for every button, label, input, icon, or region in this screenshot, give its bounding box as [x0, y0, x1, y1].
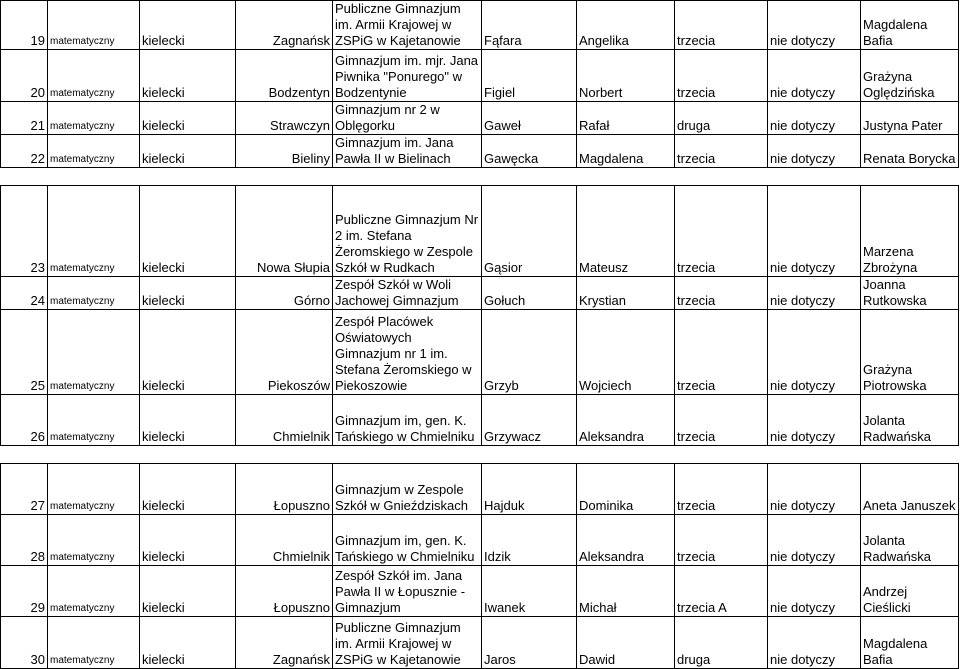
county-cell: kielecki: [140, 50, 236, 102]
school-cell: Zespół Szkół w Woli Jachowej Gimnazjum: [333, 277, 482, 310]
subject-cell: matematyczny: [48, 1, 140, 50]
school-cell: Gimnazjum nr 2 w Oblęgorku: [333, 102, 482, 135]
school-cell: Publiczne Gimnazjum im. Armii Krajowej w ZSPiG w Kajetanowie: [333, 617, 482, 669]
status-cell: nie dotyczy: [768, 1, 861, 50]
table-row: [1, 566, 959, 617]
first-name-cell: Dominika: [577, 464, 675, 515]
surname-cell: Figiel: [482, 50, 577, 102]
class-cell: trzecia: [675, 186, 768, 277]
class-cell: druga: [675, 617, 768, 669]
county-cell: kielecki: [140, 566, 236, 617]
status-cell: nie dotyczy: [768, 515, 861, 566]
surname-cell: Idzik: [482, 515, 577, 566]
subject-cell: matematyczny: [48, 102, 140, 135]
surname-cell: Gaweł: [482, 102, 577, 135]
teacher-cell: Justyna Pater: [861, 102, 959, 135]
city-cell: Chmielnik: [236, 395, 333, 446]
city-cell: Górno: [236, 277, 333, 310]
row-number: 21: [1, 102, 48, 135]
city-cell: Zagnańsk: [236, 617, 333, 669]
county-cell: kielecki: [140, 135, 236, 168]
school-cell: Zespół Szkół im. Jana Pawła II w Łopusznie - Gimnazjum: [333, 566, 482, 617]
status-cell: nie dotyczy: [768, 617, 861, 669]
row-number: 25: [1, 310, 48, 395]
teacher-cell: Grażyna Piotrowska: [861, 310, 959, 395]
city-cell: Zagnańsk: [236, 1, 333, 50]
subject-cell: matematyczny: [48, 617, 140, 669]
school-cell: Gimnazjum im, gen. K. Tańskiego w Chmielniku: [333, 395, 482, 446]
county-cell: kielecki: [140, 515, 236, 566]
teacher-cell: Jolanta Radwańska: [861, 395, 959, 446]
first-name-cell: Aleksandra: [577, 395, 675, 446]
row-number: 27: [1, 464, 48, 515]
teacher-cell: Grażyna Oględzińska: [861, 50, 959, 102]
surname-cell: Grzyb: [482, 310, 577, 395]
status-cell: nie dotyczy: [768, 50, 861, 102]
status-cell: nie dotyczy: [768, 102, 861, 135]
teacher-cell: Magdalena Bafia: [861, 617, 959, 669]
class-cell: druga: [675, 102, 768, 135]
subject-cell: matematyczny: [48, 310, 140, 395]
teacher-cell: Joanna Rutkowska: [861, 277, 959, 310]
subject-cell: matematyczny: [48, 464, 140, 515]
status-cell: nie dotyczy: [768, 277, 861, 310]
school-cell: Gimnazjum w Zespole Szkół w Gnieździskach: [333, 464, 482, 515]
first-name-cell: Michał: [577, 566, 675, 617]
row-number: 23: [1, 186, 48, 277]
school-cell: Publiczne Gimnazjum Nr 2 im. Stefana Żeromskiego w Zespole Szkół w Rudkach: [333, 186, 482, 277]
county-cell: kielecki: [140, 464, 236, 515]
first-name-cell: Krystian: [577, 277, 675, 310]
county-cell: kielecki: [140, 310, 236, 395]
table-body: [1, 1, 959, 669]
city-cell: Strawczyn: [236, 102, 333, 135]
table-row: [1, 277, 959, 310]
teacher-cell: Jolanta Radwańska: [861, 515, 959, 566]
subject-cell: matematyczny: [48, 135, 140, 168]
first-name-cell: Dawid: [577, 617, 675, 669]
school-cell: Gimnazjum im. mjr. Jana Piwnika "Ponurego" w Bodzentynie: [333, 50, 482, 102]
class-cell: trzecia: [675, 135, 768, 168]
surname-cell: Gąsior: [482, 186, 577, 277]
school-cell: Publiczne Gimnazjum im. Armii Krajowej w ZSPiG w Kajetanowie: [333, 1, 482, 50]
class-cell: trzecia: [675, 50, 768, 102]
status-cell: nie dotyczy: [768, 395, 861, 446]
surname-cell: Hajduk: [482, 464, 577, 515]
gap-cell: [1, 168, 959, 186]
subject-cell: matematyczny: [48, 395, 140, 446]
teacher-cell: Renata Borycka: [861, 135, 959, 168]
row-number: 24: [1, 277, 48, 310]
county-cell: kielecki: [140, 1, 236, 50]
subject-cell: matematyczny: [48, 277, 140, 310]
subject-cell: matematyczny: [48, 515, 140, 566]
row-number: 22: [1, 135, 48, 168]
first-name-cell: Norbert: [577, 50, 675, 102]
teacher-cell: Magdalena Bafia: [861, 1, 959, 50]
status-cell: nie dotyczy: [768, 310, 861, 395]
class-cell: trzecia: [675, 515, 768, 566]
subject-cell: matematyczny: [48, 566, 140, 617]
first-name-cell: Angelika: [577, 1, 675, 50]
table-row: [1, 135, 959, 168]
status-cell: nie dotyczy: [768, 135, 861, 168]
gap-cell: [1, 446, 959, 464]
subject-cell: matematyczny: [48, 186, 140, 277]
class-cell: trzecia: [675, 1, 768, 50]
teacher-cell: Marzena Zbrożyna: [861, 186, 959, 277]
city-cell: Nowa Słupia: [236, 186, 333, 277]
table-row: [1, 1, 959, 50]
row-number: 19: [1, 1, 48, 50]
teacher-cell: Andrzej Cieślicki: [861, 566, 959, 617]
table-row: [1, 186, 959, 277]
city-cell: Bieliny: [236, 135, 333, 168]
table-row: [1, 395, 959, 446]
city-cell: Łopuszno: [236, 464, 333, 515]
city-cell: Bodzentyn: [236, 50, 333, 102]
county-cell: kielecki: [140, 395, 236, 446]
table-row: [1, 464, 959, 515]
first-name-cell: Wojciech: [577, 310, 675, 395]
table-row: [1, 515, 959, 566]
row-number: 20: [1, 50, 48, 102]
first-name-cell: Aleksandra: [577, 515, 675, 566]
school-cell: Gimnazjum im. Jana Pawła II w Bielinach: [333, 135, 482, 168]
city-cell: Chmielnik: [236, 515, 333, 566]
county-cell: kielecki: [140, 277, 236, 310]
county-cell: kielecki: [140, 617, 236, 669]
first-name-cell: Rafał: [577, 102, 675, 135]
surname-cell: Jaros: [482, 617, 577, 669]
row-gap: [1, 446, 959, 464]
first-name-cell: Magdalena: [577, 135, 675, 168]
county-cell: kielecki: [140, 102, 236, 135]
table-row: [1, 50, 959, 102]
row-number: 30: [1, 617, 48, 669]
surname-cell: Gołuch: [482, 277, 577, 310]
first-name-cell: Mateusz: [577, 186, 675, 277]
table-row: [1, 310, 959, 395]
class-cell: trzecia: [675, 395, 768, 446]
surname-cell: Iwanek: [482, 566, 577, 617]
status-cell: nie dotyczy: [768, 566, 861, 617]
status-cell: nie dotyczy: [768, 186, 861, 277]
table-row: [1, 102, 959, 135]
class-cell: trzecia: [675, 464, 768, 515]
surname-cell: Grzywacz: [482, 395, 577, 446]
status-cell: nie dotyczy: [768, 464, 861, 515]
row-number: 28: [1, 515, 48, 566]
school-cell: Zespół Placówek Oświatowych Gimnazjum nr 1 im. Stefana Żeromskiego w Piekoszowie: [333, 310, 482, 395]
city-cell: Łopuszno: [236, 566, 333, 617]
class-cell: trzecia A: [675, 566, 768, 617]
school-cell: Gimnazjum im, gen. K. Tańskiego w Chmielniku: [333, 515, 482, 566]
city-cell: Piekoszów: [236, 310, 333, 395]
surname-cell: Fąfara: [482, 1, 577, 50]
row-number: 26: [1, 395, 48, 446]
county-cell: kielecki: [140, 186, 236, 277]
subject-cell: matematyczny: [48, 50, 140, 102]
table-row: [1, 617, 959, 669]
row-gap: [1, 168, 959, 186]
surname-cell: Gawęcka: [482, 135, 577, 168]
class-cell: trzecia: [675, 277, 768, 310]
class-cell: trzecia: [675, 310, 768, 395]
teacher-cell: Aneta Januszek: [861, 464, 959, 515]
row-number: 29: [1, 566, 48, 617]
